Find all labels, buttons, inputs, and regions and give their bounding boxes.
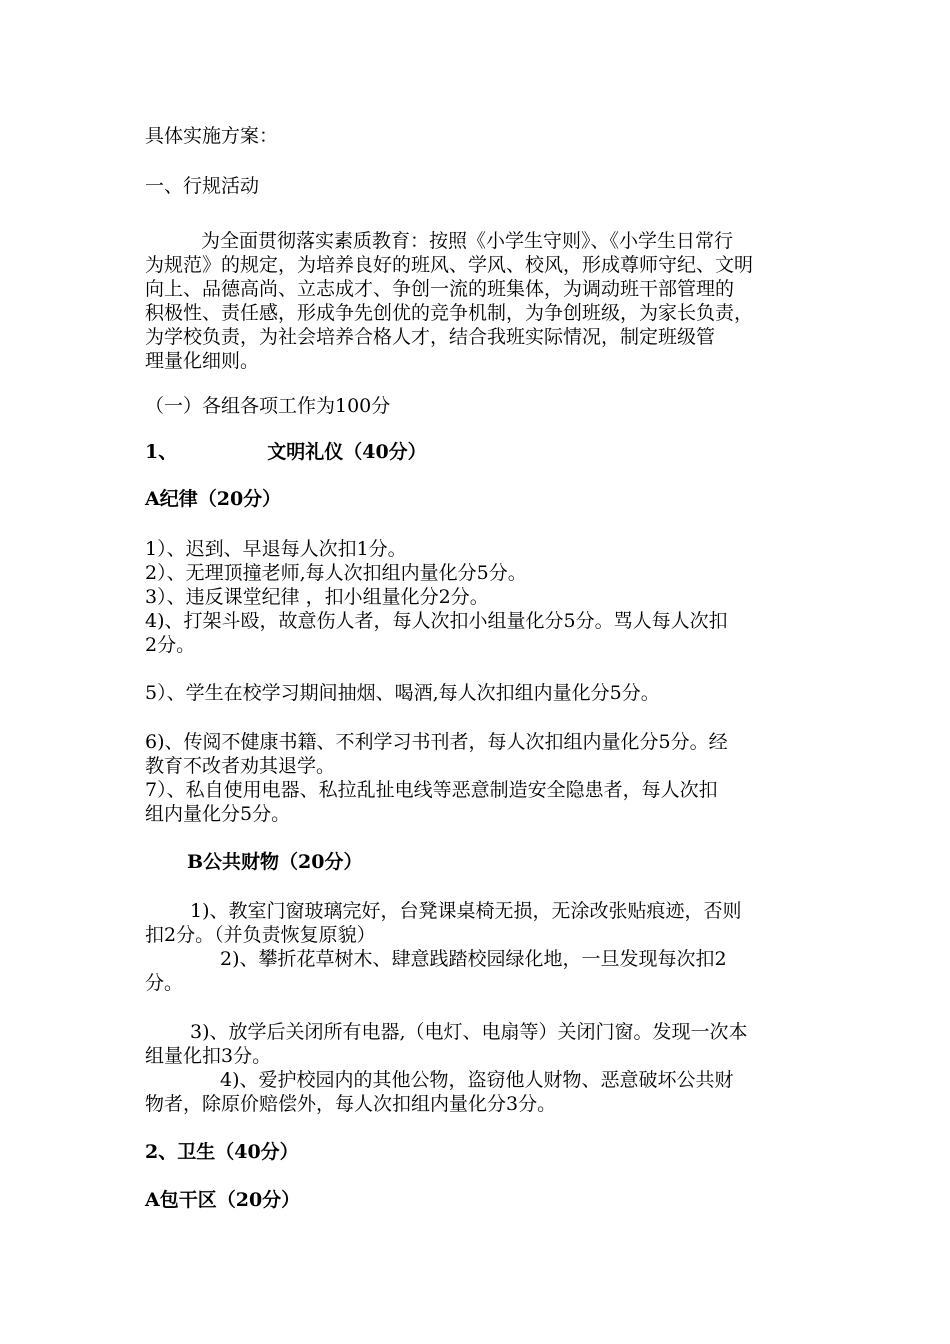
rule-line: 3)、放学后关闭所有电器,（电灯、电扇等）关闭门窗。发现一次本 [190, 1021, 748, 1043]
subsection-one-title: （一）各组各项工作为100分 [145, 395, 391, 417]
rule-line: 组内量化分5分。 [145, 803, 291, 825]
rule-line: 物者，除原价赔偿外，每人次扣组内量化分3分。 [145, 1093, 557, 1115]
rule-line: 7）、私自使用电器、私拉乱扯电线等恶意制造安全隐患者，每人次扣 [145, 779, 718, 801]
rule-line: 2分。 [145, 634, 196, 656]
rule-line: 2)、攀折花草树木、肆意践踏校园绿化地，一旦发现每次扣2 [220, 948, 727, 970]
rule-line: 4)、打架斗殴，故意伤人者，每人次扣小组量化分5分。骂人每人次扣 [145, 610, 728, 632]
item2-title: 2、卫生（40分） [145, 1141, 299, 1163]
intro-line: 为全面贯彻落实素质教育：按照《小学生守则》、《小学生日常行 [201, 230, 734, 252]
document-heading: 具体实施方案： [145, 125, 279, 147]
rule-line: 组量化扣3分。 [145, 1045, 272, 1067]
rule-line: 3）、违反课堂纪律 ，扣小组量化分2分。 [145, 586, 489, 608]
rule-line: 5）、学生在校学习期间抽烟、喝酒,每人次扣组内量化分5分。 [145, 682, 660, 704]
item1-title: 文明礼仪（40分） [267, 441, 427, 463]
item1-heading [145, 440, 427, 464]
intro-line: 为学校负责，为社会培养合格人才，结合我班实际情况，制定班级管 [145, 326, 716, 348]
rule-line: 1）、迟到、早退每人次扣1分。 [145, 538, 407, 560]
item1-number: 1、 [145, 441, 178, 463]
rule-line: 教育不改者劝其退学。 [145, 755, 336, 777]
part-a2-title: A包干区（20分） [145, 1189, 301, 1211]
rule-line: 1)、教室门窗玻璃完好，台凳课桌椅无损，无涂改张贴痕迹，否则 [190, 900, 742, 922]
intro-line: 为规范》的规定，为培养良好的班风、学风、校风，形成尊师守纪、文明 [145, 254, 754, 276]
rule-line: 2）、无理顶撞老师,每人次扣组内量化分5分。 [145, 562, 527, 584]
rule-line: 分。 [145, 972, 184, 994]
rule-line: 6)、传阅不健康书籍、不利学习书刊者，每人次扣组内量化分5分。经 [145, 731, 728, 753]
intro-line: 向上、品德高尚、立志成才、争创一流的班集体，为调动班干部管理的 [145, 278, 735, 300]
part-a-title: A纪律（20分） [145, 488, 282, 510]
part-b-title: B公共财物（20分） [187, 851, 363, 873]
section-one-title: 一、行规活动 [145, 175, 260, 197]
intro-line: 积极性、责任感，形成争先创优的竞争机制，为争创班级，为家长负责， [145, 302, 754, 324]
intro-line: 理量化细则。 [145, 350, 260, 372]
rule-line: 4)、爱护校园内的其他公物，盗窃他人财物、恶意破坏公共财 [220, 1069, 734, 1091]
rule-line: 扣2分。（并负责恢复原貌） [145, 924, 376, 946]
